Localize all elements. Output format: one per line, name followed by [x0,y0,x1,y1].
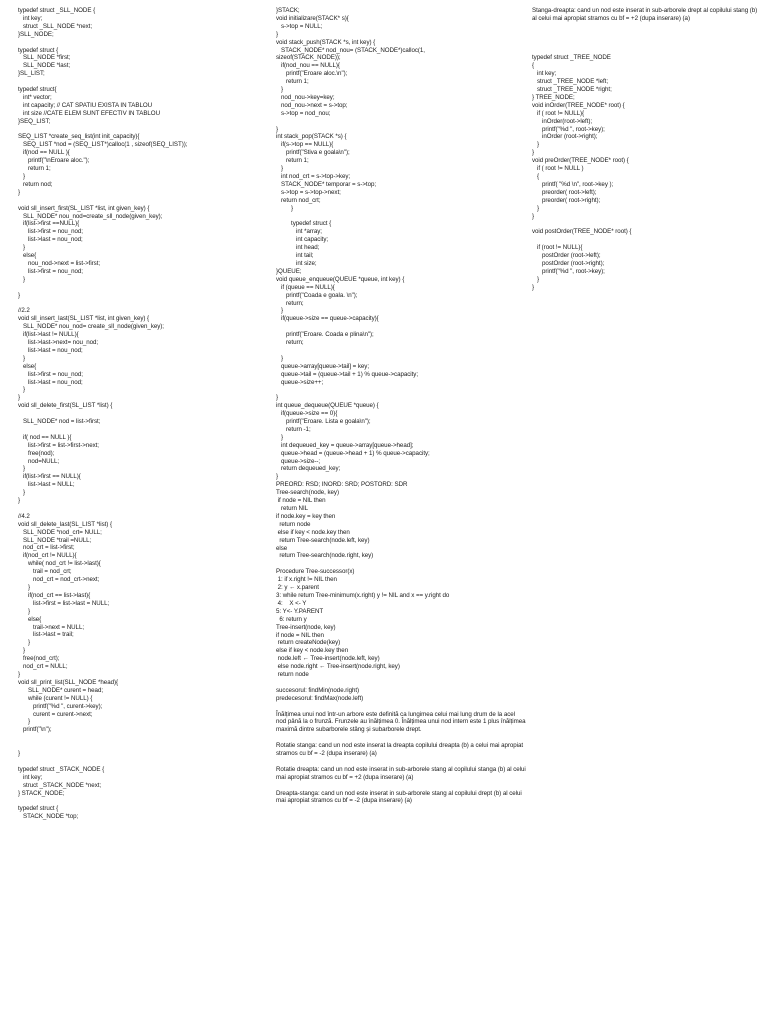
text-line [18,126,258,134]
text-line: void postOrder(TREE_NODE* root) { [532,228,632,236]
text-line: nod=NULL; [18,457,60,465]
text-line [276,679,526,687]
text-line: return node [276,671,309,679]
text-line: printf("Eroare. Lista e goala\n"); [276,418,371,426]
text-line: if(queue->size == 0){ [276,410,338,418]
text-line: if ( root != NULL){ [532,109,585,117]
text-line: list->first = nou_nod; [18,267,83,275]
text-line: return nod; [18,180,53,188]
text-line: typedef struct _TREE_NODE [532,54,611,62]
text-line: void preOrder(TREE_NODE* root) { [532,157,629,165]
text-line: typedef struct { [18,46,59,54]
text-line: list->last->next= nou_nod; [18,338,99,346]
text-line: struct _TREE_NODE *right; [532,86,612,93]
text-line [532,46,762,54]
text-line: } [18,489,26,497]
text-line: }SEQ_LIST; [18,117,51,125]
text-line [18,197,258,205]
text-line: queue->array[queue->tail] = key; [276,362,370,370]
text-line: int tail; [276,252,314,260]
column-left [18,7,258,821]
text-line: } [18,750,21,758]
text-line: if(nod == NULL ){ [18,149,70,157]
text-line [532,236,762,244]
text-line: nod_crt = nod_crt->next; [18,576,100,584]
text-line: int head; [276,244,320,252]
text-line: int size //CATE ELEM SUNT EFECTIV IN TABLOU [18,109,160,117]
text-line: SLL_NODE *nod_crt= NULL; [18,528,102,536]
text-line: int key; [18,773,43,781]
text-line: typedef struct _SLL_NODE { [18,7,96,14]
text-line: return; [276,299,304,307]
text-line: if(nod_crt == list->last){ [18,591,91,599]
text-line: s->top = nod_nou; [276,109,331,117]
text-paragraph: Înălțimea unui nod într-un arbore este definită ca lungimea celui mai lung drum de la acel nod până la o frunză. Frunzele au înălțimea 0. Înălțimea unui nod intern este 1 plus înălțimea maximă dintre subarborele stâng și subarborele drept. [276,710,526,734]
text-line: } [276,433,284,441]
text-line: } [532,212,535,220]
text-line: postOrder (root->left); [532,252,601,259]
text-line: if(list->first == NULL){ [18,473,81,481]
text-line [18,299,258,307]
text-line: } [18,497,21,505]
text-line: SLL_NODE* curent = head; [18,686,104,694]
text-line: if node.key = key then [276,512,336,520]
text-line: } [18,386,26,394]
text-line: int *array; [276,228,322,236]
text-line: inOrder(root->left); [532,117,593,125]
text-line [18,797,258,805]
text-line: { [532,62,535,70]
text-line [18,734,258,742]
text-line: } [276,307,284,315]
text-line: if(nod_nou == NULL){ [276,62,340,70]
text-line: trail->next = NULL; [18,623,85,631]
text-line: else{ [18,615,42,623]
text-line: return 1; [276,78,309,86]
text-line: printf("\n"); [18,726,52,734]
text-line: succesorul: findMin(node.right) [276,686,360,694]
column-middle [276,7,526,813]
text-line: else if key < node.key then [276,528,350,536]
text-line: } [18,354,26,362]
text-line: return createNode(key) [276,639,341,647]
text-paragraph: Stanga-dreapta: cand un nod este inserat in sub-arborele drept al copilului stang (b) al celui mai apropiat stramos cu bf = +2 (dupa inserare) (a) [532,7,758,22]
text-line: //2.2 [18,307,30,315]
text-line: if(nod_crt != NULL){ [18,552,77,560]
text-line [18,410,258,418]
text-line: 2: y ← x.parent [276,584,319,592]
text-line: } [18,718,31,726]
text-line: Procedure Tree-successor(x) [276,568,355,576]
text-line: SLL_NODE* nod = list->first; [18,418,101,426]
text-line: int key; [18,14,43,22]
text-line: } [276,394,279,402]
text-line: printf("%d ", curent->key); [18,702,103,710]
text-line: else node.right ← Tree-insert(node.right, key) [276,663,400,671]
text-line: int capacity; // CAT SPATIU EXISTA IN TABLOU [18,101,153,109]
text-line: typedef struct{ [18,86,57,94]
text-line: if(queue->size == queue->capacity){ [276,315,379,323]
text-line: } [276,204,294,212]
text-line: s->top = NULL; [276,22,323,30]
text-line: 4: X <- Y [276,599,307,607]
text-line: if (queue == NULL){ [276,283,335,291]
text-line: void sll_insert_first(SL_LIST *list, int given_key) { [18,204,150,212]
text-line: typedef struct _STACK_NODE { [18,765,105,773]
text-line: nou_nod->next = list->first; [18,259,101,267]
text-line: void queue_enqueue(QUEUE *queue, int key) { [276,275,405,283]
text-line: list->first = nou_nod; [18,228,83,236]
text-line: list->first = nou_nod; [18,370,83,378]
text-line: preorder( root->left); [532,188,597,196]
text-line: else{ [18,362,37,370]
text-line: } [18,670,21,678]
text-line: struct _SLL_NODE *next; [18,22,93,30]
text-line: typedef struct { [276,220,332,228]
text-line [276,347,526,355]
text-line: PREORD: RSD; INORD: SRD; POSTORD: SDR [276,481,408,489]
text-line: //4.2 [18,512,30,520]
text-line [18,742,258,750]
text-line: } [18,275,26,283]
text-line: void inOrder(TREE_NODE* root) { [532,101,625,109]
text-line [276,703,526,711]
text-line: curent = curent->next; [18,710,93,718]
text-line: 5: Y<- Y.PARENT [276,607,324,615]
text-line: int dequeued_key = queue->array[queue->head]; [276,441,414,449]
text-line: inOrder (root->right); [532,133,598,141]
text-line: if(list->last != NULL){ [18,331,79,339]
text-line [18,78,258,86]
text-line: STACK_NODE* nod_nou= (STACK_NODE*)calloc(1, [276,46,425,54]
text-line: } [18,639,31,647]
text-line [532,31,762,39]
text-line: } [18,394,21,402]
text-line: else if key < node.key then [276,647,349,655]
text-line: void sll_delete_first(SL_LIST *list) { [18,402,113,410]
text-line: return dequeued_key; [276,465,341,473]
text-line: nod_nou->key=key; [276,93,335,101]
text-line [532,220,762,228]
text-line: list->first = list->last = NULL; [18,599,110,607]
text-line: list->last = trail; [18,631,74,639]
text-line: 1: if x.right != NIL then [276,576,337,584]
text-line: return 1; [18,165,51,173]
text-line: sizeof(STACK_NODE)); [276,54,341,62]
text-line: }SL_LIST; [18,70,45,78]
text-line: Tree-search(node, key) [276,489,339,497]
text-line [276,213,526,221]
text-line: queue->size++; [276,378,324,386]
text-line: return -1; [276,425,311,433]
text-line: postOrder (root->right); [532,259,605,267]
text-line: } [532,149,535,157]
text-line: printf( "%d \n", root->key ); [532,180,614,188]
text-line: void sll_delete_last(SL_LIST *list) { [18,520,112,528]
text-line: } [532,283,535,291]
text-line [18,758,258,766]
text-line: list->first = list->first->next; [18,441,99,449]
text-line [18,39,258,47]
text-line: SEQ_LIST *nod = (SEQ_LIST*)calloc(1 , sizeof(SEQ_LIST)); [18,141,188,149]
text-line: return nod_crt; [276,196,321,204]
text-line: } [532,141,540,149]
text-line: } TREE_NODE; [532,93,575,101]
text-line: 3: while return Tree-minimum(x.right) y != NIL and x == y.right do [276,591,450,599]
text-line: printf("%d ", root->key); [532,267,605,275]
text-line: list->last = nou_nod; [18,378,83,386]
text-line: } [18,607,31,615]
text-paragraph: Rotatie stanga: cand un nod este inserat la dreapta copilului dreapta (b) a celui mai apropiat stramos cu bf = -2 (dupa inserare) (a) [276,742,524,758]
text-line: while (curent != NULL) { [18,694,93,702]
text-line: typedef struct { [18,805,59,813]
text-line: else [276,544,288,552]
text-line: } [276,165,284,173]
text-line: } [276,30,279,38]
text-line: }QUEUE; [276,267,302,275]
text-line: SLL_NODE *last; [18,62,71,70]
text-line: return Tree-search(node.right, key) [276,552,374,560]
text-line [276,323,526,331]
text-line: { [532,172,540,180]
text-line: if (root != NULL){ [532,244,583,252]
text-line: printf("Eroare aloc.\n"); [276,70,348,78]
text-line: void sll_insert_last(SL_LIST *list, int given_key) { [18,315,150,323]
text-line: } [18,584,31,592]
text-line: } [18,291,21,299]
text-line: return Tree-search(node.left, key) [276,536,370,544]
text-line: return; [276,339,304,347]
text-line: } [276,473,279,481]
text-line: printf("Eroare. Coada e plina\n"); [276,331,374,339]
text-line: if node = NIL then [276,497,326,505]
text-line: STACK_NODE* temporar = s->top; [276,180,377,188]
text-paragraph: Dreapta-stanga: cand un nod este inserat in sub-arborele stang al copilului drept (b) al celui mai apropiat stramos cu bf = -2 (dupa inserare) (a) [276,789,522,805]
text-line: SLL_NODE* nou_nod=create_sll_node(given_key); [18,212,163,220]
text-line: } [18,465,26,473]
text-line: int stack_pop(STACK *s) { [276,133,347,141]
text-line: printf("Stiva e goala\n"); [276,149,350,157]
text-line: struct _TREE_NODE *left; [532,78,609,86]
text-line: s->top = s->top->next; [276,188,341,196]
text-line: } [532,204,540,212]
text-line: node.left ← Tree-insert(node.left, key) [276,655,380,663]
text-line: }STACK; [276,7,300,14]
text-line: return 1; [276,157,309,165]
text-line: SLL_NODE *first; [18,54,71,62]
text-line: queue->tail = (queue->tail + 1) % queue->capacity; [276,370,418,378]
text-line [276,386,526,394]
text-line: } [276,86,284,94]
text-line: } [18,244,26,252]
text-line: nod_crt = NULL; [18,663,68,671]
text-line: } [276,125,279,133]
text-line: } [18,188,21,196]
text-line: else{ [18,252,37,260]
text-line: if node = NIL then [276,631,324,639]
text-line: if( nod == NULL ){ [18,433,72,441]
text-line: SEQ_LIST *create_seq_list(int init_capacity){ [18,133,140,141]
text-line: nod_crt = list->first; [18,544,75,552]
text-line: } [276,354,284,362]
text-line: struct _STACK_NODE *next; [18,781,102,789]
text-line: int size; [276,259,317,267]
text-line: list->last = nou_nod; [18,346,83,354]
column-right [532,7,762,292]
text-line: } [532,275,540,283]
text-line: preorder( root->right); [532,196,601,204]
text-line: }SLL_NODE; [18,30,54,38]
text-line: SLL_NODE *trail =NULL; [18,536,92,544]
text-paragraph: Rotatie dreapta: cand un nod este inserat in sub-arborele stang al copilului stanga (b) al celui mai apropiat stramos cu bf = +2 (dupa inserare) (a) [276,765,526,781]
text-line: list->last = nou_nod; [18,236,83,244]
text-line: while( nod_crt != list->last){ [18,560,101,568]
text-line: int nod_crt = s->top->key; [276,173,351,181]
text-line: SLL_NODE* nou_nod= create_sll_node(given_key); [18,323,164,331]
text-line: 6: return y [276,615,307,623]
text-line: list->last = NULL; [18,481,75,489]
text-line: STACK_NODE *top; [18,813,79,821]
text-line [276,560,526,568]
text-line [276,118,526,126]
text-line: queue->head = (queue->head + 1) % queue->capacity; [276,449,430,457]
text-line: return node [276,520,311,528]
text-line: free(nod_crt); [18,655,60,663]
text-line: Tree-insert(node, key) [276,623,336,631]
text-line: void initializare(STACK* s){ [276,14,349,22]
text-line: } [18,647,26,655]
text-line [18,426,258,434]
text-line [18,284,258,292]
text-line: free(nod); [18,449,55,457]
text-line: printf("Coada e goala. \n"); [276,291,358,299]
text-line: nod_nou->next = s->top; [276,101,348,109]
text-line: int capacity; [276,236,329,244]
text-line: } STACK_NODE; [18,789,65,797]
text-line: void sll_print_list(SLL_NODE *head){ [18,678,119,686]
text-line: return NIL [276,505,309,513]
text-line: int queue_dequeue(QUEUE *queue) { [276,402,379,410]
text-line: queue->size--; [276,457,321,465]
text-line: trail = nod_crt; [18,568,72,576]
text-line: int key; [532,70,557,78]
text-line: predecesorul: findMax(node.left) [276,694,364,702]
text-line: if ( root != NULL ) [532,165,584,173]
text-line: void stack_push(STACK *s, int key) { [276,38,376,46]
text-line: } [18,172,26,180]
text-line: if(list->first ==NULL){ [18,220,80,228]
text-line: if(s->top == NULL){ [276,141,334,149]
text-line: printf("\nEroare aloc."); [18,157,90,165]
text-line [18,505,258,513]
text-line [532,39,762,47]
text-line: int* vector; [18,93,52,101]
text-line: printf("%d ", root->key); [532,125,605,133]
